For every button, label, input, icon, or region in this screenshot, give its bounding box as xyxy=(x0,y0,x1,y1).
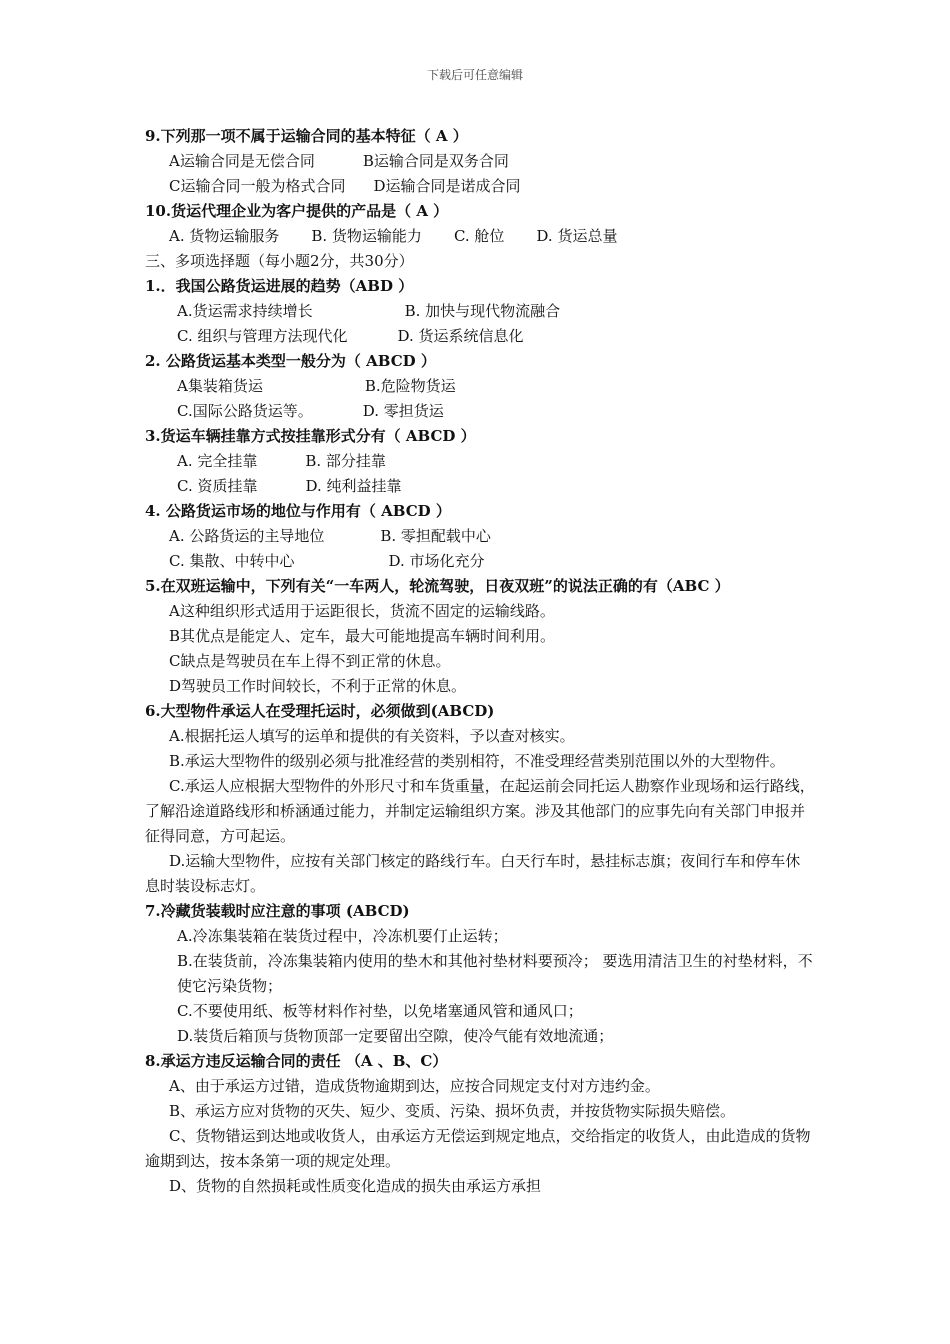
question-10-options xyxy=(145,224,815,249)
option-b: B. 零担配载中心 xyxy=(380,527,491,545)
option-a: A.货运需求持续增长 xyxy=(177,302,313,320)
multi-question-6-option-a: A.根据托运人填写的运单和提供的有关资料，予以查对核实。 xyxy=(169,727,575,745)
multi-question-3-options-cd xyxy=(145,474,815,499)
multi-question-1: 1.．我国公路货运进展的趋势（ABD ） xyxy=(145,277,414,295)
multi-question-8-option-a: A、由于承运方过错，造成货物逾期到达，应按合同规定支付对方违约金。 xyxy=(169,1077,660,1095)
multi-question-2-options-ab xyxy=(145,374,815,399)
page-header: 下载后可任意编辑 xyxy=(426,68,523,82)
option-a: A. 货物运输服务 xyxy=(169,227,280,245)
multi-question-1-options-ab xyxy=(145,299,815,324)
option-a: A运输合同是无偿合同 xyxy=(169,152,315,170)
multi-question-1-options-cd xyxy=(145,324,815,349)
multi-question-3-options-ab xyxy=(145,449,815,474)
option-a: A. 公路货运的主导地位 xyxy=(169,527,325,545)
option-c: C.国际公路货运等。 xyxy=(177,402,313,420)
option-c: C运输合同一般为格式合同 xyxy=(169,177,346,195)
multi-question-6-option-d: D.运输大型物件，应按有关部门核定的路线行车。白天行车时，悬挂标志旗；夜间行车和停车休息时装设标志灯。 xyxy=(145,852,801,895)
option-d: D. 零担货运 xyxy=(362,402,444,420)
multi-question-5: 5.在双班运输中，下列有关“一车两人，轮流驾驶，日夜双班”的说法正确的有（ABC ） xyxy=(145,577,730,595)
option-d: D. 货运系统信息化 xyxy=(397,327,524,345)
option-a: A. 完全挂靠 xyxy=(177,452,258,470)
multi-question-4-options-cd xyxy=(145,549,815,574)
option-d: D. 纯利益挂靠 xyxy=(305,477,402,495)
multi-question-3: 3.货运车辆挂靠方式按挂靠形式分有（ ABCD ） xyxy=(145,427,476,445)
multi-question-6-option-b: B.承运大型物件的级别必须与批准经营的类别相符，不准受理经营类别范围以外的大型物件。 xyxy=(169,752,785,770)
multi-question-4: 4. 公路货运市场的地位与作用有（ ABCD ） xyxy=(145,502,451,520)
multi-question-7: 7.冷藏货装载时应注意的事项 (ABCD) xyxy=(145,902,410,920)
option-a: A集装箱货运 xyxy=(177,377,263,395)
multi-question-5-option-b: B其优点是能定人、定车，最大可能地提高车辆时间利用。 xyxy=(169,627,556,645)
multi-question-7-option-b: B.在装货前，冷冻集装箱内使用的垫木和其他衬垫材料要预冷； 要选用清洁卫生的衬垫材料，不使它污染货物； xyxy=(177,952,813,995)
document-body xyxy=(145,124,815,1199)
question-9: 9.下列那一项不属于运输合同的基本特征（ A ） xyxy=(145,127,468,145)
option-b: B. 加快与现代物流融合 xyxy=(404,302,561,320)
multi-question-7-option-a: A.冷冻集装箱在装货过程中，冷冻机要仃止运转； xyxy=(177,927,508,945)
option-b: B. 部分挂靠 xyxy=(305,452,386,470)
multi-question-2: 2. 公路货运基本类型一般分为（ ABCD ） xyxy=(145,352,436,370)
multi-question-5-option-d: D驾驶员工作时间较长，不利于正常的休息。 xyxy=(169,677,467,695)
section-3-heading: 三、多项选择题（每小题2分，共30分） xyxy=(145,252,414,270)
multi-question-4-options-ab xyxy=(145,524,815,549)
multi-question-8-option-b: B、承运方应对货物的灭失、短少、变质、污染、损坏负责，并按货物实际损失赔偿。 xyxy=(169,1102,736,1120)
multi-question-5-option-c: C缺点是驾驶员在车上得不到正常的休息。 xyxy=(169,652,451,670)
option-c: C. 集散、中转中心 xyxy=(169,552,295,570)
option-d: D运输合同是诺成合同 xyxy=(373,177,521,195)
question-10: 10.货运代理企业为客户提供的产品是（ A ） xyxy=(145,202,449,220)
multi-question-5-option-a: A这种组织形式适用于运距很长，货流不固定的运输线路。 xyxy=(169,602,555,620)
option-b: B运输合同是双务合同 xyxy=(362,152,509,170)
multi-question-8-option-d: D、货物的自然损耗或性质变化造成的损失由承运方承担 xyxy=(169,1177,542,1195)
option-b: B. 货物运输能力 xyxy=(311,227,422,245)
question-9-options-ab xyxy=(145,149,815,174)
multi-question-7-option-c: C.不要使用纸、板等材料作衬垫，以免堵塞通风管和通风口； xyxy=(177,1002,583,1020)
multi-question-7-option-d: D.装货后箱顶与货物顶部一定要留出空隙，使冷气能有效地流通； xyxy=(177,1027,614,1045)
option-b: B.危险物货运 xyxy=(364,377,456,395)
option-c: C. 组织与管理方法现代化 xyxy=(177,327,348,345)
multi-question-8-option-c: C、货物错运到达地或收货人，由承运方无偿运到规定地点，交给指定的收货人，由此造成的货物逾期到达，按本条第一项的规定处理。 xyxy=(145,1127,811,1170)
multi-question-6: 6.大型物件承运人在受理托运时，必须做到(ABCD) xyxy=(145,702,495,720)
multi-question-2-options-cd xyxy=(145,399,815,424)
multi-question-8: 8.承运方违反运输合同的责任 （A 、B、C） xyxy=(145,1052,448,1070)
option-c: C. 资质挂靠 xyxy=(177,477,258,495)
question-9-options-cd xyxy=(145,174,815,199)
option-d: D. 货运总量 xyxy=(536,227,618,245)
option-d: D. 市场化充分 xyxy=(388,552,485,570)
multi-question-6-option-c: C.承运人应根据大型物件的外形尺寸和车货重量，在起运前会同托运人勘察作业现场和运行路线，了解沿途道路线形和桥涵通过能力，并制定运输组织方案。涉及其他部门的应事先向有关部门申报并征得同意，方可起运。 xyxy=(145,777,815,845)
option-c: C. 舱位 xyxy=(453,227,505,245)
